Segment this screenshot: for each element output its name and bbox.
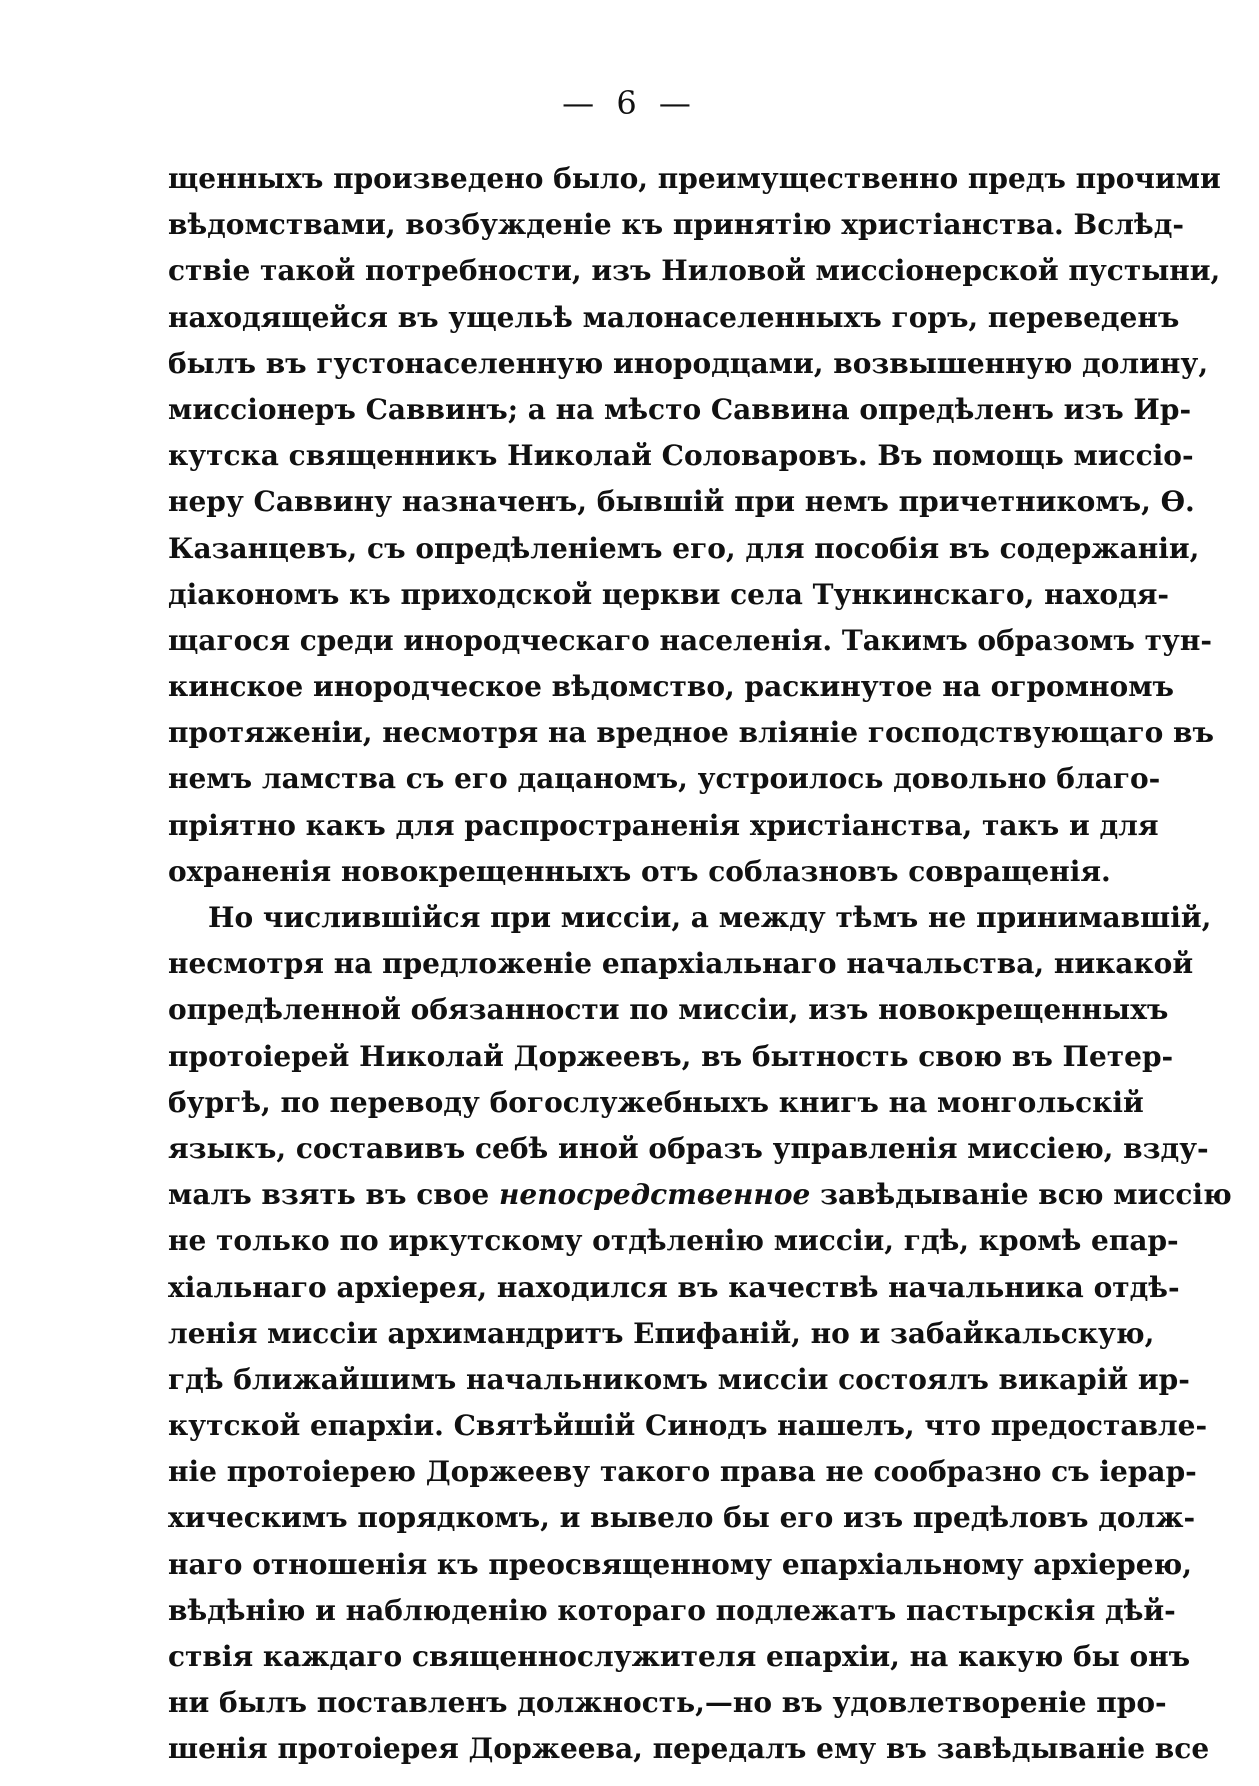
text-line: протоіерей Николай Доржеевъ, въ бытность свою въ Петер-: [168, 1039, 1174, 1073]
text-line: шенія протоіерея Доржеева, передалъ ему въ завѣдываніе все: [168, 1732, 1210, 1766]
body-text: [168, 156, 1232, 1773]
text-line: кутска священникъ Николай Соловаровъ. Въ помощь миссіо-: [168, 439, 1194, 473]
text-line: вѣдомствами, возбужденіе къ принятію христіанства. Вслѣд-: [168, 208, 1184, 242]
text-line: кутской епархіи. Святѣйшій Синодъ нашелъ, что предоставле-: [168, 1409, 1208, 1443]
text-line: бургѣ, по переводу богослужебныхъ книгъ на монгольскій: [168, 1085, 1144, 1119]
text-line: ствіе такой потребности, изъ Ниловой миссіонерской пустыни,: [168, 254, 1221, 288]
italic-word: непосредственное: [498, 1178, 811, 1212]
text-line: опредѣленной обязанности по миссіи, изъ новокрещенныхъ: [168, 993, 1169, 1027]
text-line: былъ въ густонаселенную инородцами, возвышенную долину,: [168, 346, 1209, 380]
text-line: миссіонеръ Саввинъ; а на мѣсто Саввина опредѣленъ изъ Ир-: [168, 392, 1192, 426]
text-line: пріятно какъ для распространенія христіанства, такъ и для: [168, 808, 1159, 842]
text-line: гдѣ ближайшимъ начальникомъ миссіи состоялъ викарій ир-: [168, 1362, 1190, 1396]
line-prefix: малъ взять въ свое: [168, 1178, 499, 1212]
text-line: ни былъ поставленъ должность,—но въ удовлетвореніе про-: [168, 1686, 1167, 1720]
paragraph-end-line: охраненія новокрещенныхъ отъ соблазновъ совращенія.: [168, 854, 1111, 888]
text-line: несмотря на предложеніе епархіальнаго начальства, никакой: [168, 947, 1194, 981]
text-line: находящейся въ ущельѣ малонаселенныхъ горъ, переведенъ: [168, 300, 1180, 334]
text-line: хіальнаго архіерея, находился въ качествѣ начальника отдѣ-: [168, 1270, 1180, 1304]
text-line: протяженіи, несмотря на вредное вліяніе господствующаго въ: [168, 716, 1214, 750]
text-line: щенныхъ произведено было, преимущественно предъ прочими: [168, 162, 1221, 195]
text-line: не только по иркутскому отдѣленію миссіи, гдѣ, кромѣ епар-: [168, 1224, 1179, 1258]
text-line: хическимъ порядкомъ, и вывело бы его изъ предѣловъ долж-: [168, 1501, 1196, 1535]
text-line: Казанцевъ, съ опредѣленіемъ его, для пособія въ содержаніи,: [168, 531, 1200, 565]
text-line: кинское инородческое вѣдомство, раскинутое на огромномъ: [168, 670, 1175, 704]
page-number: — 6 —: [562, 84, 697, 122]
text-line: ленія миссіи архимандритъ Епифаній, но и забайкальскую,: [168, 1316, 1155, 1350]
text-line: вѣдѣнію и наблюденію котораго подлежатъ пастырскія дѣй-: [168, 1593, 1176, 1627]
text-line: діакономъ къ приходской церкви села Тункинскаго, находя-: [168, 577, 1170, 611]
text-line-with-italic: [168, 1172, 1232, 1218]
text-line: ствія каждаго священнослужителя епархіи, на какую бы онъ: [168, 1640, 1191, 1673]
text-line: неру Саввину назначенъ, бывшій при немъ причетникомъ, Ѳ.: [168, 485, 1195, 519]
text-line: ніе протоіерею Доржееву такого права не сообразно съ іерар-: [168, 1455, 1197, 1489]
text-line: языкъ, составивъ себѣ иной образъ управленія миссіею, взду-: [168, 1131, 1209, 1165]
line-suffix: завѣдываніе всю миссію: [810, 1178, 1232, 1212]
text-line: немъ ламства съ его дацаномъ, устроилось довольно благо-: [168, 762, 1161, 796]
text-line: наго отношенія къ преосвященному епархіальному архіерею,: [168, 1547, 1192, 1581]
text-line: щагося среди инородческаго населенія. Такимъ образомъ тун-: [168, 623, 1212, 657]
paragraph-start-line: Но числившійся при миссіи, а между тѣмъ не принимавшій,: [208, 901, 1212, 934]
